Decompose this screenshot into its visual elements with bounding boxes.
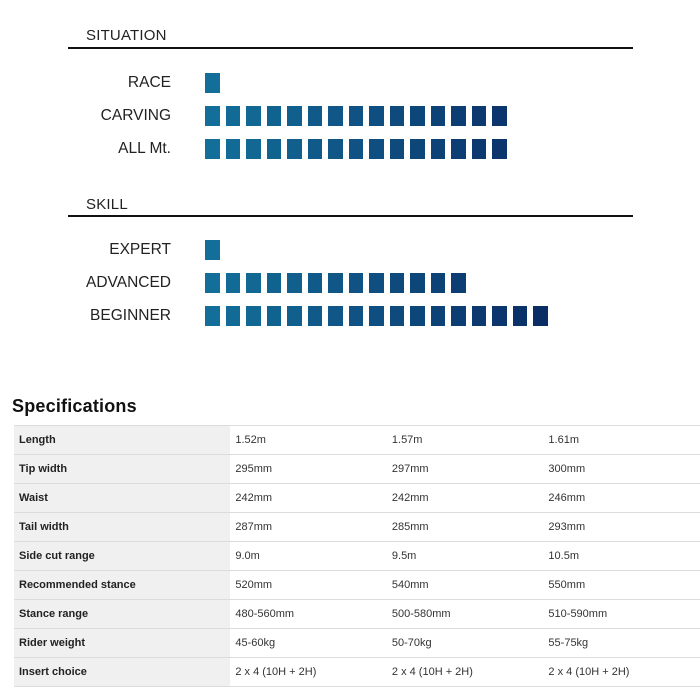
rating-square [328,273,343,293]
rating-label: BEGINNER [90,307,171,324]
rating-square [472,106,487,126]
spec-value: 480-560mm [230,600,387,629]
rating-square [390,306,405,326]
rating-square [205,139,220,159]
rating-square [492,306,507,326]
situation-title: SITUATION [86,27,167,44]
rating-square [205,273,220,293]
spec-value: 246mm [543,484,700,513]
spec-label: Waist [14,484,230,513]
spec-value: 510-590mm [543,600,700,629]
spec-value: 242mm [230,484,387,513]
table-row [14,658,700,687]
rating-square [226,139,241,159]
spec-value: 9.5m [387,542,544,571]
rating-square [349,273,364,293]
spec-value: 50-70kg [387,629,544,658]
rating-square [205,306,220,326]
rating-square [492,139,507,159]
table-row [14,484,700,513]
skill-title: SKILL [86,196,128,213]
rating-square [451,106,466,126]
rating-row-carving [0,105,700,127]
rating-square [287,273,302,293]
specifications-table [14,425,700,687]
spec-value: 242mm [387,484,544,513]
spec-value: 1.52m [230,426,387,455]
rating-row-all-mountain [0,138,700,160]
spec-value: 300mm [543,455,700,484]
rating-square [308,306,323,326]
rating-square [287,139,302,159]
rating-square [410,306,425,326]
rating-square [287,306,302,326]
spec-value: 500-580mm [387,600,544,629]
rating-bar [205,273,466,293]
rating-label: ADVANCED [86,274,171,291]
rating-label: ALL Mt. [118,140,171,157]
rating-row-race [0,72,700,94]
spec-value: 2 x 4 (10H + 2H) [387,658,544,687]
rating-square [451,306,466,326]
rating-square [369,273,384,293]
table-row [14,542,700,571]
rating-square [410,139,425,159]
spec-value: 550mm [543,571,700,600]
rating-square [205,106,220,126]
rating-label: RACE [127,74,171,91]
rating-bar [205,240,220,260]
rating-square [226,273,241,293]
spec-value: 293mm [543,513,700,542]
rating-square [533,306,548,326]
spec-value: 45-60kg [230,629,387,658]
spec-value: 2 x 4 (10H + 2H) [230,658,387,687]
rating-bar [205,106,507,126]
spec-value: 295mm [230,455,387,484]
rating-square [431,106,446,126]
rating-square [308,273,323,293]
rating-row-expert [0,239,700,261]
spec-value: 520mm [230,571,387,600]
table-row [14,426,700,455]
rating-square [390,139,405,159]
rating-square [246,306,261,326]
rating-square [205,73,220,93]
table-row [14,629,700,658]
spec-value: 9.0m [230,542,387,571]
rating-square [410,273,425,293]
rating-bar [205,73,220,93]
spec-label: Insert choice [14,658,230,687]
spec-value: 297mm [387,455,544,484]
rating-square [246,139,261,159]
rating-square [390,106,405,126]
rating-square [349,139,364,159]
rating-square [492,106,507,126]
table-row [14,513,700,542]
table-row [14,571,700,600]
spec-label: Side cut range [14,542,230,571]
rating-square [390,273,405,293]
spec-label: Rider weight [14,629,230,658]
rating-bar [205,139,507,159]
spec-value: 1.61m [543,426,700,455]
situation-divider [68,47,633,49]
rating-square [267,106,282,126]
rating-square [431,139,446,159]
spec-value: 287mm [230,513,387,542]
spec-label: Stance range [14,600,230,629]
spec-value: 10.5m [543,542,700,571]
specifications-heading: Specifications [12,396,137,416]
rating-square [472,306,487,326]
spec-value: 285mm [387,513,544,542]
spec-value: 55-75kg [543,629,700,658]
rating-square [451,139,466,159]
rating-bar [205,306,548,326]
rating-square [308,139,323,159]
rating-square [246,106,261,126]
rating-label: CARVING [100,107,171,124]
rating-square [369,106,384,126]
rating-square [205,240,220,260]
spec-value: 540mm [387,571,544,600]
rating-square [246,273,261,293]
spec-label: Length [14,426,230,455]
spec-label: Tail width [14,513,230,542]
skill-divider [68,215,633,217]
rating-square [369,139,384,159]
rating-square [226,306,241,326]
table-row [14,600,700,629]
spec-value: 2 x 4 (10H + 2H) [543,658,700,687]
spec-label: Tip width [14,455,230,484]
rating-square [410,106,425,126]
spec-value: 1.57m [387,426,544,455]
rating-square [328,139,343,159]
rating-square [369,306,384,326]
rating-label: EXPERT [109,241,171,258]
rating-square [431,273,446,293]
rating-square [472,139,487,159]
rating-square [287,106,302,126]
rating-square [349,306,364,326]
rating-square [226,106,241,126]
rating-square [267,306,282,326]
rating-row-advanced [0,272,700,294]
table-row [14,455,700,484]
rating-square [349,106,364,126]
spec-label: Recommended stance [14,571,230,600]
rating-square [308,106,323,126]
rating-square [267,139,282,159]
rating-square [328,106,343,126]
rating-square [451,273,466,293]
rating-square [513,306,528,326]
rating-square [431,306,446,326]
rating-square [328,306,343,326]
rating-row-beginner [0,305,700,327]
rating-square [267,273,282,293]
